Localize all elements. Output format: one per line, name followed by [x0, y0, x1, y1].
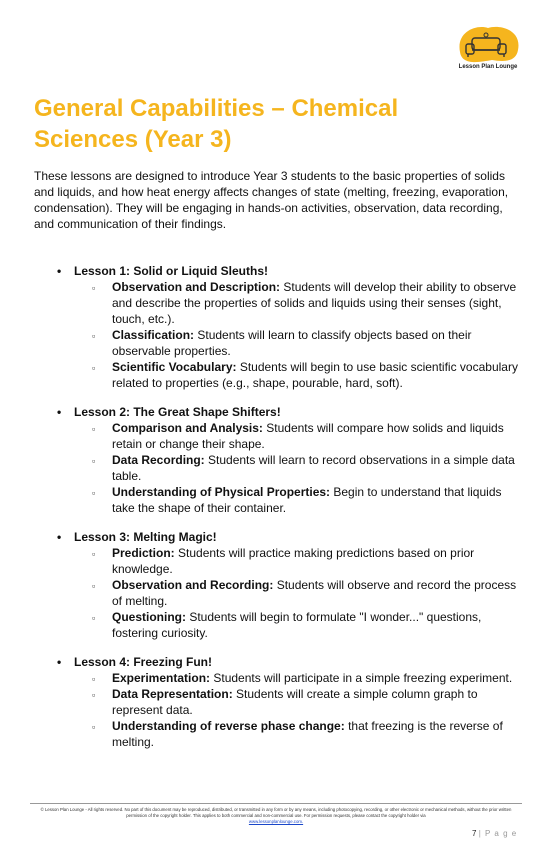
list-item: ▫ Comparison and Analysis: Students will compare how solids and liquids retain or change their shape.	[92, 421, 504, 451]
lesson-title: Lesson 3: Melting Magic!	[74, 530, 217, 544]
sub-bullet-icon: ▫	[92, 456, 96, 466]
intro-paragraph: These lessons are designed to introduce Year 3 students to the basic properties of solids and liquids, and how heat energy affects changes of state (melting, freezing, evaporation, condensation). They will be engaging in hands-on activities, observation, data recording, and communication of their findings.	[34, 169, 509, 231]
lesson-title: Lesson 4: Freezing Fun!	[74, 655, 213, 669]
footer-divider	[30, 803, 522, 804]
lesson-1	[0, 263, 552, 391]
sub-bullet-icon: ▫	[92, 424, 96, 434]
footer	[30, 807, 522, 825]
sub-bullet-icon: ▫	[92, 363, 96, 373]
lesson-3	[0, 529, 552, 641]
sub-bullet-icon: ▫	[92, 549, 96, 559]
list-item: ▫ Understanding of Physical Properties: Begin to understand that liquids take the shape of their container.	[92, 485, 502, 515]
sub-bullet-icon: ▫	[92, 674, 96, 684]
sub-bullet-icon: ▫	[92, 331, 96, 341]
lesson-title: Lesson 2: The Great Shape Shifters!	[74, 405, 281, 419]
bullet-icon: •	[57, 655, 62, 669]
list-item: ▫ Observation and Recording: Students will observe and record the process of melting.	[92, 578, 517, 608]
sub-bullet-icon: ▫	[92, 581, 96, 591]
page-label: | P a g e	[478, 829, 518, 838]
sub-bullet-icon: ▫	[92, 488, 96, 498]
sub-bullet-icon: ▫	[92, 283, 96, 293]
logo-text: Lesson Plan Lounge	[458, 64, 518, 70]
website-link[interactable]: www.lessonplanlounge.com.	[248, 819, 304, 824]
copyright-text: © Lesson Plan Lounge - All rights reserved. No part of this document may be reproduced, distributed, or transmitted in any form or by any means, including photocopying, recording, or other electronic or mechanical methods, without the prior written permission of the copyright holder. This applies to both commercial and non-commercial use. For permission requests, please contact the copyright holder via	[40, 807, 512, 818]
sub-bullet-icon: ▫	[92, 722, 96, 732]
lesson-2	[0, 404, 552, 516]
list-item: ▫ Prediction: Students will practice making predictions based on prior knowledge.	[92, 546, 475, 576]
bullet-icon: •	[57, 530, 62, 544]
list-item: ▫ Scientific Vocabulary: Students will begin to use basic scientific vocabulary related to properties (e.g., shape, pourable, hard, soft).	[92, 360, 518, 390]
list-item: ▫ Data Recording: Students will learn to record observations in a simple data table.	[92, 453, 515, 483]
list-item: ▫ Questioning: Students will begin to formulate "I wonder..." questions, fostering curiosity.	[92, 610, 482, 640]
list-item: ▫ Understanding of reverse phase change: that freezing is the reverse of melting.	[92, 719, 503, 749]
sub-bullet-icon: ▫	[92, 613, 96, 623]
page-number	[472, 829, 517, 838]
list-item: ▫ Observation and Description: Students will develop their ability to observe and describe the properties of solids and liquids using their senses (sight, touch, etc.).	[92, 280, 517, 326]
lesson-title: Lesson 1: Solid or Liquid Sleuths!	[74, 264, 269, 278]
page-title: General Capabilities – Chemical Sciences (Year 3)	[34, 95, 399, 153]
lesson-list	[0, 263, 552, 763]
list-item: ▫ Experimentation: Students will participate in a simple freezing experiment.	[92, 671, 513, 685]
list-item: ▫ Data Representation: Students will create a simple column graph to represent data.	[92, 687, 478, 717]
bullet-icon: •	[57, 264, 62, 278]
bullet-icon: •	[57, 405, 62, 419]
page-number-value: 7	[472, 829, 477, 838]
sub-bullet-icon: ▫	[92, 690, 96, 700]
list-item: ▫ Classification: Students will learn to classify objects based on their observable properties.	[92, 328, 472, 358]
lesson-4	[0, 654, 552, 750]
